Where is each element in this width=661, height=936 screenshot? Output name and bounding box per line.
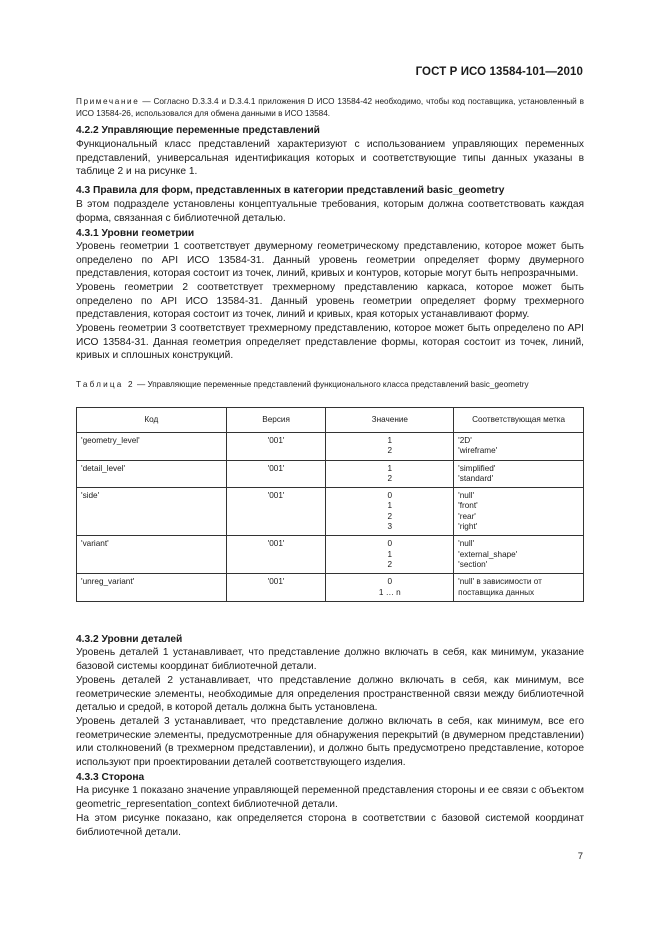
cell-labels: '2D' 'wireframe' bbox=[454, 433, 584, 461]
header-code: Код bbox=[77, 408, 227, 433]
paragraph-4-3-2-c: Уровень деталей 3 устанавливает, что представление должно включать в себя, как минимум, все его геометрические элементы, предусмотренные для обнаружения перекрытий (в двумерном представлении) или столкновений (в трехмерном представлении), и должно быть предусмотрено представление, которое используют при проектировании деталей соответствующего изделия. bbox=[76, 716, 584, 768]
cell-values: 0 1 … n bbox=[326, 574, 454, 602]
note-text: — Согласно D.3.3.4 и D.3.4.1 приложения D ИСО 13584-42 необходимо, чтобы код поставщика, установленный в ИСО 13584-26, использовался для обмена данными в ИСО 13584. bbox=[76, 97, 584, 118]
table-caption bbox=[76, 379, 584, 390]
paragraph-4-3-1-a: Уровень геометрии 1 соответствует двумерному геометрическому представлению, которое может быть определено по API ИСО 13584-31. Данный уровень геометрии определяет форму двумерного представления, которая состоит из точек, линий, кривых и контуров, которые могут быть непрозрачными. bbox=[76, 241, 584, 280]
paragraph-4-3: В этом подразделе установлены концептуальные требования, которым должна соответствовать каждая форма, связанная с библиотечной деталью. bbox=[76, 199, 584, 224]
cell-labels: 'null' в зависимости от поставщика данных bbox=[454, 574, 584, 602]
cell-version: '001' bbox=[226, 433, 326, 461]
cell-code: 'geometry_level' bbox=[77, 433, 227, 461]
header-version: Версия bbox=[226, 408, 326, 433]
cell-version: '001' bbox=[226, 460, 326, 488]
paragraph-4-2-2: Функциональный класс представлений характеризуют с использованием управляющих переменных представлений, универсальная идентификация которых и соответствующие типы данных указаны в таблице 2 и на рисунке 1. bbox=[76, 139, 584, 178]
heading-4-2-2: 4.2.2 Управляющие переменные представлений bbox=[76, 125, 320, 136]
paragraph-4-3-2-a: Уровень деталей 1 устанавливает, что представление должно включать в себя, как минимум, указание базовой системы координат библиотечной детали. bbox=[76, 647, 584, 672]
paragraph-4-3-2-b: Уровень деталей 2 устанавливает, что представление должно включать в себя, как минимум, все геометрические элементы, необходимые для определения пространственной связи между библиотечной деталью и средой, в которой деталь должна быть установлена. bbox=[76, 675, 584, 714]
cell-version: '001' bbox=[226, 536, 326, 574]
heading-4-3-1: 4.3.1 Уровни геометрии bbox=[76, 228, 195, 239]
note bbox=[76, 96, 584, 119]
control-variables-table bbox=[76, 407, 584, 602]
table-row bbox=[77, 488, 584, 536]
cell-version: '001' bbox=[226, 574, 326, 602]
heading-4-3-3: 4.3.3 Сторона bbox=[76, 772, 145, 783]
table-row bbox=[77, 460, 584, 488]
cell-values: 1 2 bbox=[326, 460, 454, 488]
cell-code: 'side' bbox=[77, 488, 227, 536]
cell-values: 1 2 bbox=[326, 433, 454, 461]
paragraph-4-3-1-b: Уровень геометрии 2 соответствует трехмерному представлению каркаса, которое может быть определено по API ИСО 13584-31. Данный уровень геометрии определяет форму трехмерного представления, которая состоит из точек, линий и кривых, края которых устанавливают форму. bbox=[76, 282, 584, 321]
document-header: ГОСТ Р ИСО 13584-101—2010 bbox=[415, 66, 583, 78]
cell-values: 0 1 2 bbox=[326, 536, 454, 574]
heading-4-3-2: 4.3.2 Уровни деталей bbox=[76, 634, 183, 645]
header-label: Соответствующая метка bbox=[454, 408, 584, 433]
table-caption-label: Таблица 2 bbox=[76, 380, 135, 389]
page-number: 7 bbox=[577, 851, 583, 862]
cell-values: 0 1 2 3 bbox=[326, 488, 454, 536]
note-label: Примечание bbox=[76, 97, 140, 106]
table-row bbox=[77, 536, 584, 574]
table-header-row bbox=[77, 408, 584, 433]
table-caption-text: — Управляющие переменные представлений функционального класса представлений basic_geometry bbox=[134, 380, 529, 389]
table-row bbox=[77, 574, 584, 602]
heading-4-3: 4.3 Правила для форм, представленных в категории представлений basic_geometry bbox=[76, 185, 505, 196]
header-value: Значение bbox=[326, 408, 454, 433]
cell-labels: 'simplified' 'standard' bbox=[454, 460, 584, 488]
cell-labels: 'null' 'external_shape' 'section' bbox=[454, 536, 584, 574]
cell-version: '001' bbox=[226, 488, 326, 536]
table-row bbox=[77, 433, 584, 461]
cell-labels: 'null' 'front' 'rear' 'right' bbox=[454, 488, 584, 536]
cell-code: 'variant' bbox=[77, 536, 227, 574]
cell-code: 'unreg_variant' bbox=[77, 574, 227, 602]
cell-code: 'detail_level' bbox=[77, 460, 227, 488]
paragraph-4-3-3-b: На этом рисунке показано, как определяется сторона в соответствии с базовой системой координат библиотечной детали. bbox=[76, 813, 584, 838]
paragraph-4-3-1-c: Уровень геометрии 3 соответствует трехмерному представлению, которое может быть определено по API ИСО 13584-31. Данная геометрия определяет представление формы, которая состоит из точек, линий, кривых и сплошных конструкций. bbox=[76, 323, 584, 362]
paragraph-4-3-3-a: На рисунке 1 показано значение управляющей переменной представления стороны и ее связи с объектом geometric_representation_context библиотечной детали. bbox=[76, 785, 584, 810]
